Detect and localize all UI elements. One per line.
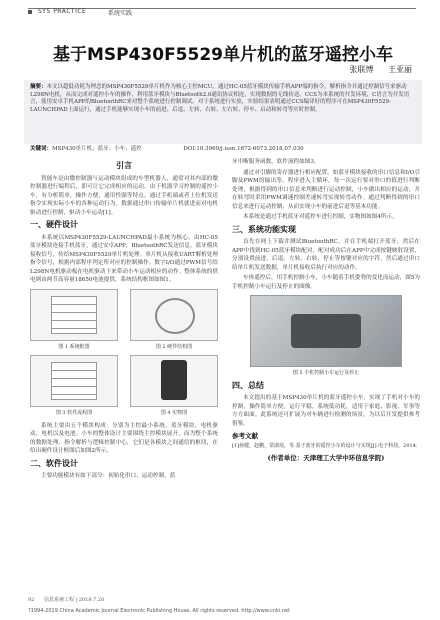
author-2: 王亚丽 (388, 65, 412, 74)
right-paragraph-0: 牙中断服务函数。软件流程如图3。 (232, 159, 320, 165)
header-section-label: 系统实践 (108, 10, 133, 17)
figure-5-caption: 图 5 手机控制小车运行及停止 (292, 370, 360, 376)
running-header (0, 0, 440, 40)
heading-software: 二、软件设计 (30, 458, 78, 468)
copyright-line: ?1994-2019 China Academic Journal Electronic Publishing House. All rights reserved. http://www.cnki.net (28, 608, 291, 614)
figure-3-caption: 图 3 软件流程图 (55, 410, 93, 416)
figure-4-caption: 图 4 实物图 (160, 410, 188, 416)
heading-function: 三、系统功能实现 (232, 224, 296, 234)
figure-3-image (30, 355, 118, 407)
page-footer (28, 596, 104, 603)
references-heading: 参考文献 (232, 432, 258, 440)
figure-4 (130, 355, 218, 418)
doi: DOI:10.3969/j.issn.1672-6073.2018.07.030 (183, 146, 304, 152)
keywords-label: 关键词： (30, 146, 53, 152)
hardware-paragraph-2: 系统主要由五个模块构成：分别为主控最小系统、蓝牙模块、电机驱动、电机以及电池。小车的整体设计主要围绕主控模块展开，而为整个系统的数据处理、指令解析与逻辑控制中心，它们是各模块之间通信的枢纽，在给出硬件设计框图后如图2所示。 (30, 422, 218, 454)
left-column (30, 158, 218, 483)
heading-conclusion: 四、总结 (232, 380, 264, 390)
figure-2-image (130, 289, 218, 341)
journal-info: 信息系统工程 | 2018.7.20 (43, 597, 105, 603)
right-paragraph-5: 本文提出的基于MSP430单片机的蓝牙遥控小车，实现了手机对小车的控制，操作简单方便，运行平稳。系统低功耗，适用于家庭、影视、军事等方方面面。此系统还可扩展为对车辆进行检测的场景，为以后开发提供参考借鉴。 (232, 395, 420, 427)
hardware-paragraph-1: 本系统以MSP430F5529-LAUNCHPAD最小系统为核心，由HC-05蓝牙模块连接手机蓝牙，通过安卓APP，BluetoothRC发送信息。蓝牙模块接收信号，传给MSP430F5529单片机处理。单片机从接收UART解析处理指令信号，根据内部程序判定所对应的控制操作。数字I/O通过PWM信号给L298N电机驱动板在电机驱动下来带动小车运动相应的动作。整体系统的供电则由两节高容量18650电池提供，系统结构框图如图1。 (30, 234, 218, 283)
right-paragraph-1: 通过对引脚的寄存器进行相应配置，如蓝牙模块接收的串口信息和I/O引脚及PWM的输出等，程序进入主循环，每一次运行要对串口的值进行判断处理，根据得到的串口信息来判断进行运动控制，小车做出相应的运动，并在转弯时采用PWM调速控制差速转弯实现转弯动作。通过判断得到的串口信息来进行运动控制，从而实现小车的前进后退等基本功能。 (232, 169, 420, 210)
figure-1-caption: 图 1 系统框图 (58, 343, 90, 350)
author-1: 张联博 (349, 65, 374, 74)
figure-3 (30, 355, 118, 418)
keywords-text: MSP430单片机；蓝牙；小车；遥控 (52, 146, 142, 152)
figure-1-image (30, 289, 118, 341)
heading-hardware: 一、硬件设计 (30, 220, 78, 229)
figure-row-2 (30, 355, 218, 418)
right-paragraph-2: 本系统是通过手机蓝牙对遥控车进行控制，实物图如图4所示。 (243, 214, 398, 220)
intro-paragraph: 智能车是由微控制器与运动模块组成的车型机器人，通常对其内部的微控制器进行编程后，即可让它完成相应的运动。由于机器学习控制的遥控小车，有分析简单，操作方便，通用性强等特点。通过手机端或者上位机发送指令实现实际小车的各种运动行为。数据通过串口传输单片机就进而对电机驱动进行控制，驱动小车运动[1]。 (30, 175, 218, 216)
figure-1 (30, 289, 118, 352)
paper-title: 基于MSP430F5529单片机的蓝牙遥控小车 (52, 45, 394, 65)
figure-2 (130, 289, 218, 352)
figure-5 (232, 295, 420, 378)
figure-2-caption: 图 2 硬件结构图 (155, 343, 193, 350)
header-sys-label: SYS PRACTICE (38, 8, 87, 15)
figure-5-image (250, 295, 402, 367)
abstract-text: 本文以超低功耗为理念的MSP430F5529单片机作为核心主控MCU，通过HC-05蓝牙模块传输手机APP端的指令，解析指令并通过控制信号来驱动L298N电机，从而完成对遥控小车的操作，利用蓝牙模块与Bluetooth2.0通讯协议相连，实现数据的无线传送。CCS为本系统的开发环境，C语言为开发语言，使用安卓手机APP的BluetoothRC来对整个系统进行控制调试。对于系统进行实验，实验结果表明通过CCS编译好的程序可在MSP430F5529-LAUNCHPAD上面运行，通过手机能够实现小车的前进、后退、左转、右转、左右转、停车、启动和转弯等实时控制。 (30, 84, 410, 113)
right-paragraph-4: 车体遥控后，用手机控制小车，小车随着手机姿势的变化而运动，图5为手机控制小车运行及停止的图像。 (232, 275, 420, 290)
reference-1: [1]孙健，赵鹏，常淑瑶，等.基于蓝牙的遥控小车的设计与实现[J].电子科技，2014. (232, 442, 418, 449)
right-column (232, 158, 420, 462)
author-affiliation: (作者单位：天津理工大学中环信息学院) (267, 453, 385, 462)
abstract-label: 摘要： (30, 84, 47, 90)
software-paragraph: 主要功能模块有如下部分：初始化串口、运动控制，蓝 (41, 473, 176, 479)
author-list (337, 64, 412, 75)
heading-intro: 引言 (116, 161, 132, 170)
right-paragraph-3: 首先在网上下载并测试BluetoothRC，并在手机端打开蓝牙，然后在APP中找到HC-05蓝牙模块配对，配对成功后在APP中完成按键映射设置，分别设置前进、后退、左转、右转、停止等按键对应的字符，然后通过串口给单片机发送数据，单片机接收后执行对应的动作。 (232, 239, 420, 271)
header-square-icon (28, 10, 32, 14)
abstract (24, 80, 422, 144)
figure-4-image (130, 355, 218, 407)
page-number: 92 (28, 597, 35, 603)
figure-row-1 (30, 289, 218, 352)
keywords (30, 144, 304, 152)
